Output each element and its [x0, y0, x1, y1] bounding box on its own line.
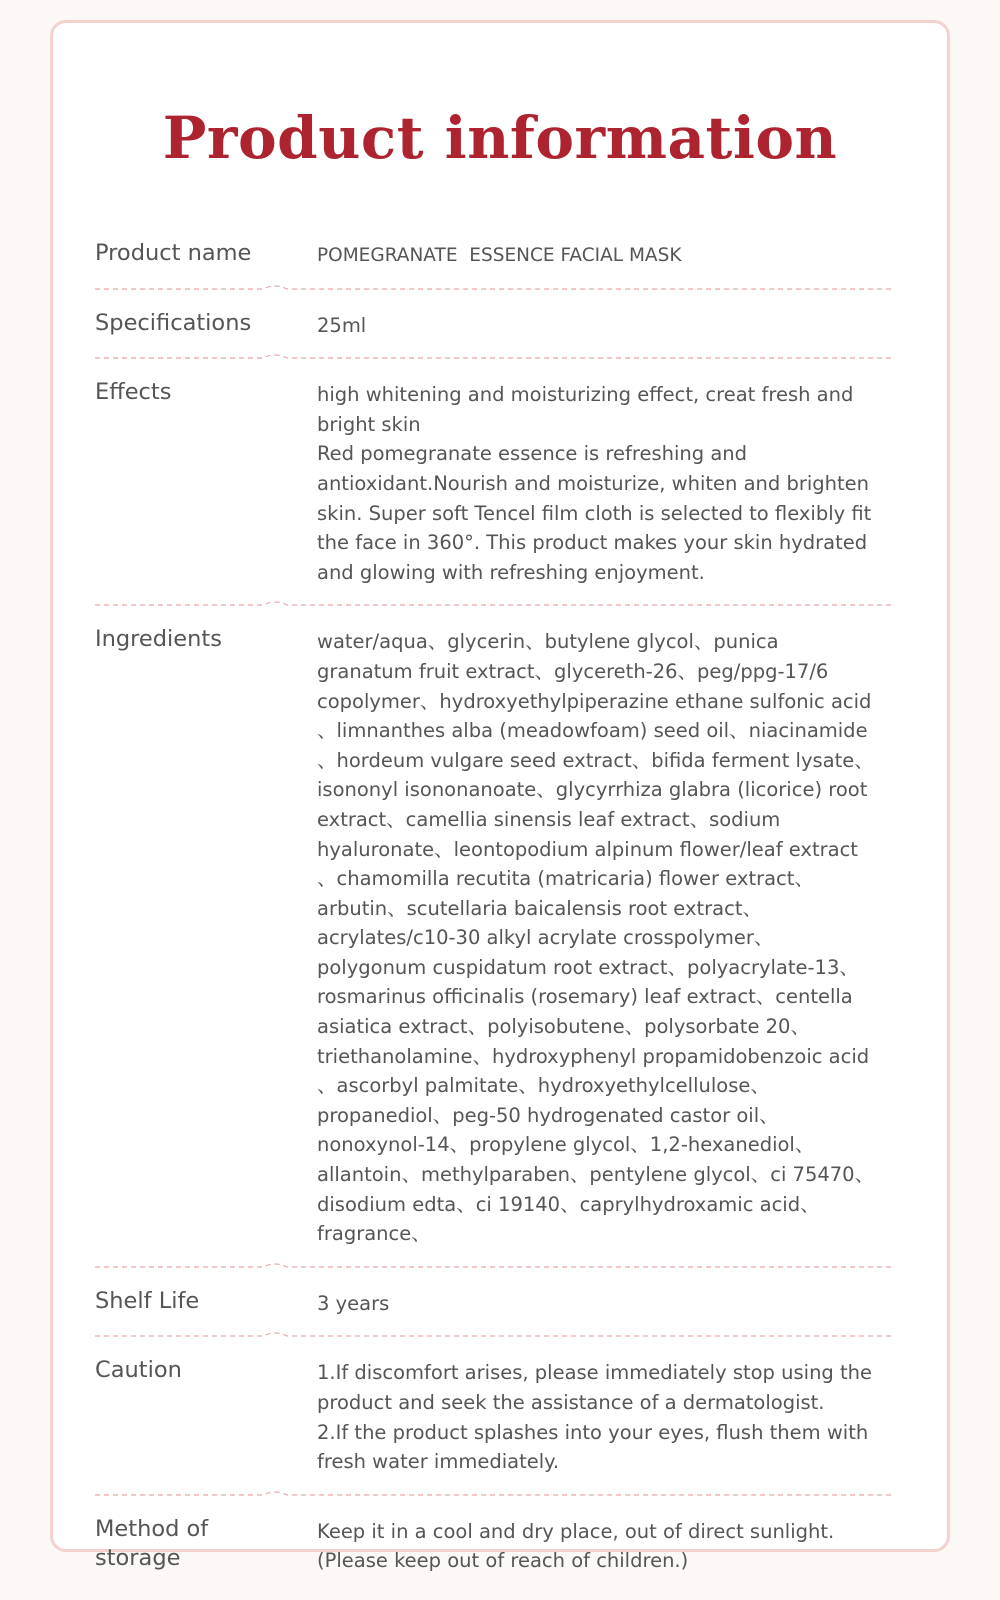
ingredients-line: copolymer、hydroxyethylpiperazine ethane sulfonic acid — [317, 689, 872, 713]
storage-label-line-1: Method of — [95, 1515, 209, 1542]
ingredients-line: nonoxynol-14、propylene glycol、1,2-hexanediol、 — [317, 1133, 815, 1157]
divider-path — [95, 286, 895, 289]
dashed-divider-line — [95, 352, 895, 364]
ingredients-line: 、hordeum vulgare seed extract、bifida ferment lysate、 — [317, 748, 874, 772]
divider-path — [95, 1264, 895, 1267]
product-info-card — [50, 20, 950, 1573]
shelf-life-value: 3 years — [317, 1291, 390, 1315]
row-product-name — [95, 235, 895, 283]
product-info-table — [95, 235, 895, 1588]
ingredients-line: triethanolamine、hydroxyphenyl propamidobenzoic acid — [317, 1044, 870, 1068]
ingredients-line: propanediol、peg-50 hydrogenated castor oil、 — [317, 1103, 779, 1127]
ingredients-line: polygonum cuspidatum root extract、polyacrylate-13、 — [317, 955, 859, 979]
product-name-value: POMEGRANATE ESSENCE FACIAL MASK — [317, 245, 682, 266]
effects-line-1: high whitening and moisturizing effect, creat fresh and bright skin — [317, 383, 854, 436]
caution-line-2: 2.If the product splashes into your eyes, flush them with fresh water immediately. — [317, 1420, 869, 1474]
ingredients-line: acrylates/c10-30 alkyl acrylate crosspolymer、 — [317, 926, 774, 950]
dashed-divider-line — [95, 1330, 895, 1342]
storage-label-line-2: storage — [95, 1544, 181, 1571]
row-divider — [95, 1261, 895, 1273]
storage-label — [95, 1515, 317, 1573]
divider-path — [95, 602, 895, 605]
row-shelf-life — [95, 1273, 895, 1331]
row-specifications — [95, 295, 895, 353]
row-divider — [95, 352, 895, 364]
row-divider — [95, 1330, 895, 1342]
product-name-label: Product name — [95, 240, 252, 266]
caution-value — [317, 1358, 895, 1476]
divider-path — [95, 1492, 895, 1495]
row-caution — [95, 1342, 895, 1488]
row-divider — [95, 1489, 895, 1501]
ingredients-line: arbutin、scutellaria baicalensis root extract、 — [317, 896, 762, 920]
divider-path — [95, 355, 895, 358]
ingredients-line: disodium edta、ci 19140、caprylhydroxamic acid、 — [317, 1192, 820, 1216]
effects-label: Effects — [95, 379, 172, 406]
storage-value — [317, 1517, 895, 1576]
ingredients-label: Ingredients — [95, 626, 222, 653]
divider-path — [95, 1333, 895, 1336]
dashed-divider-line — [95, 283, 895, 295]
row-divider — [95, 283, 895, 295]
ingredients-value — [317, 627, 895, 1248]
row-divider — [95, 599, 895, 611]
storage-line-1: Keep it in a cool and dry place, out of direct sunlight. — [317, 1519, 835, 1543]
ingredients-line: hyaluronate、leontopodium alpinum flower/leaf extract — [317, 837, 858, 861]
ingredients-line: 、ascorbyl palmitate、hydroxyethylcellulose、 — [317, 1074, 770, 1098]
shelf-life-label: Shelf Life — [95, 1287, 200, 1314]
ingredients-line: asiatica extract、polyisobutene、polysorbate 20、 — [317, 1015, 810, 1039]
page-title: Product information — [162, 104, 838, 172]
ingredients-line: rosmarinus officinalis (rosemary) leaf extract、centella — [317, 985, 853, 1009]
specifications-label: Specifications — [95, 309, 252, 336]
ingredients-line: isononyl isononanoate、glycyrrhiza glabra (licorice) root — [317, 778, 868, 802]
ingredients-line: allantoin、methylparaben、pentylene glycol、ci 75470、 — [317, 1163, 875, 1187]
ingredients-line: extract、camellia sinensis leaf extract、sodium — [317, 807, 781, 831]
effects-value — [317, 380, 895, 587]
ingredients-line: fragrance、 — [317, 1222, 431, 1246]
row-storage — [95, 1501, 895, 1588]
row-effects — [95, 364, 895, 599]
caution-line-1: 1.If discomfort arises, please immediately stop using the product and seek the assistance of a dermatologist. — [317, 1361, 873, 1414]
row-ingredients — [95, 611, 895, 1260]
ingredients-line: granatum fruit extract、glycereth-26、peg/ppg-17/6 — [317, 659, 829, 683]
ingredients-line: 、limnanthes alba (meadowfoam) seed oil、niacinamide — [317, 719, 868, 743]
dashed-divider-line — [95, 599, 895, 611]
specifications-value: 25ml — [317, 313, 367, 337]
caution-label: Caution — [95, 1357, 182, 1384]
effects-line-2: Red pomegranate essence is refreshing and antioxidant.Nourish and moisturize, whiten and brighten skin. Super soft Tencel film cloth is selected to flexibly fit the face in 360°. This product makes your skin hydrated and glowing with refreshing enjoyment. — [317, 442, 872, 584]
ingredients-line: water/aqua、glycerin、butylene glycol、punica — [317, 630, 779, 654]
dashed-divider-line — [95, 1489, 895, 1501]
dashed-divider-line — [95, 1261, 895, 1273]
ingredients-line: 、chamomilla recutita (matricaria) flower extract、 — [317, 867, 814, 891]
storage-line-2: (Please keep out of reach of children.) — [317, 1549, 689, 1573]
